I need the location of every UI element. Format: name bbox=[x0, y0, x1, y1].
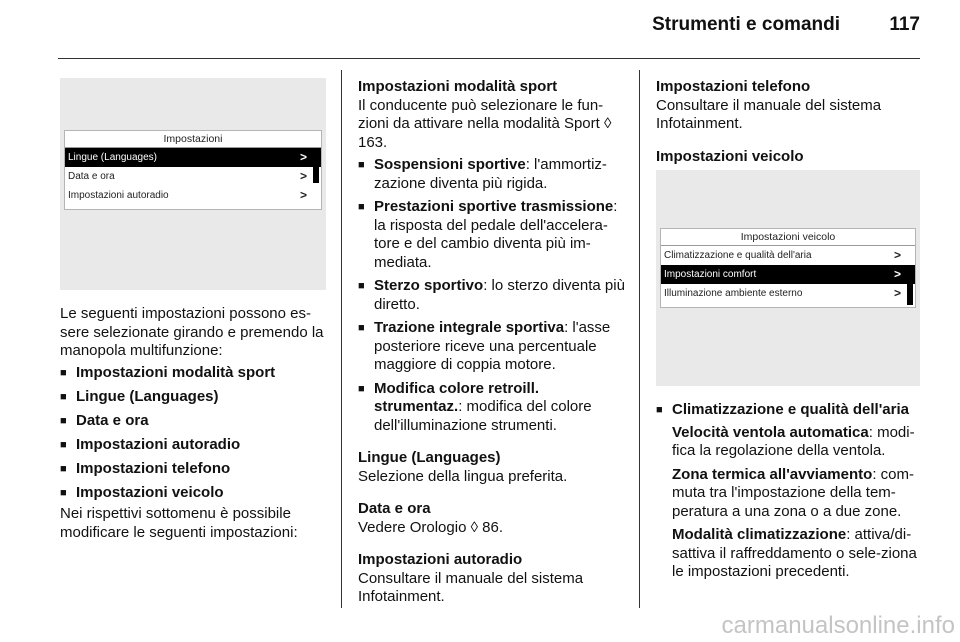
item-term: Sterzo sportivo bbox=[374, 277, 484, 294]
menu-item-label: Data e ora bbox=[68, 171, 115, 182]
column-2 bbox=[358, 78, 628, 607]
item-text: : l'asse posteriore riceve una percentuale maggiore di coppia motore. bbox=[374, 319, 611, 373]
phone-paragraph: Consultare il manuale del sistema Infotainment. bbox=[656, 96, 882, 132]
column-3-top bbox=[656, 78, 922, 166]
item-text: : com-muta tra l'impostazione della tem-peratura a una zona o a due zone. bbox=[672, 465, 914, 520]
menu-item-date-time bbox=[65, 167, 321, 186]
languages-paragraph: Selezione della lingua preferita. bbox=[358, 467, 568, 485]
item-text: : modifica del colore dell'illuminazione strumenti. bbox=[374, 398, 592, 434]
item-text: : modi-fica la regolazione della ventola. bbox=[672, 423, 915, 459]
chevron-right-icon: > bbox=[299, 188, 307, 202]
item-term: Modalità climatizzazione bbox=[672, 526, 847, 543]
item-term: Zona termica all'avviamento bbox=[672, 465, 873, 483]
item-term: Prestazioni sportive trasmissione bbox=[374, 198, 614, 215]
item-text: : l'ammortiz-zazione diventa più rigida. bbox=[374, 156, 607, 192]
date-time-paragraph: Vedere Orologio ◊ 86. bbox=[358, 518, 504, 536]
settings-screen-figure bbox=[60, 78, 326, 290]
list-item bbox=[358, 156, 628, 193]
list-item: ■ Impostazioni autoradio bbox=[60, 436, 332, 455]
section-heading-phone: Impostazioni telefono bbox=[656, 78, 811, 95]
item-text: : attiva/di-sattiva il raffreddamento o sele-ziona le impostazioni precedenti. bbox=[672, 526, 917, 580]
sport-paragraph: Il conducente può selezionare le fun-zioni da attivare nella modalità Sport ◊ 163. bbox=[358, 96, 612, 151]
list-item: ■ Impostazioni modalità sport bbox=[60, 364, 332, 383]
menu-item-label: Impostazioni autoradio bbox=[68, 190, 169, 201]
menu-item-languages bbox=[65, 148, 321, 167]
list-item bbox=[358, 277, 628, 314]
list-item bbox=[358, 198, 628, 272]
menu-item-comfort bbox=[661, 265, 915, 284]
column-divider-1 bbox=[341, 70, 342, 608]
screen-title: Impostazioni bbox=[65, 131, 321, 148]
menu-item-climate bbox=[661, 246, 915, 265]
chevron-right-icon: > bbox=[893, 267, 901, 281]
section-heading-radio: Impostazioni autoradio bbox=[358, 551, 523, 568]
column-3-bottom bbox=[656, 401, 922, 582]
chevron-right-icon: > bbox=[893, 248, 901, 262]
intro-paragraph: Le seguenti impostazioni possono es-sere selezionate girando e premendo la manopola multifunzione: bbox=[60, 305, 324, 359]
list-item: ■ Lingue (Languages) bbox=[60, 388, 332, 407]
item-text: : lo sterzo diventa più diretto. bbox=[374, 277, 625, 313]
menu-item-exterior-lighting bbox=[661, 284, 915, 303]
scrollbar-indicator bbox=[907, 269, 913, 305]
settings-screen bbox=[64, 130, 322, 210]
menu-item-label: Lingue (Languages) bbox=[68, 152, 157, 163]
page-header-title: Strumenti e comandi bbox=[652, 14, 840, 35]
section-heading-date-time: Data e ora bbox=[358, 500, 431, 517]
list-item: ■ Impostazioni telefono bbox=[60, 460, 332, 479]
scrollbar-indicator bbox=[313, 151, 319, 183]
screen-title: Impostazioni veicolo bbox=[661, 229, 915, 246]
menu-item-label: Impostazioni comfort bbox=[664, 269, 757, 280]
outro-paragraph: Nei rispettivi sottomenu è possibile modificare le seguenti impostazioni: bbox=[60, 505, 298, 541]
section-heading-sport: Impostazioni modalità sport bbox=[358, 78, 558, 95]
chevron-right-icon: > bbox=[299, 150, 307, 164]
column-divider-2 bbox=[639, 70, 640, 608]
menu-item-label: Climatizzazione e qualità dell'aria bbox=[664, 250, 812, 261]
sub-item bbox=[672, 424, 922, 461]
item-text: : la risposta del pedale dell'accelera-tore e del cambio diventa più im-mediata. bbox=[374, 198, 618, 271]
list-item: ■ Data e ora bbox=[60, 412, 332, 431]
header-rule bbox=[58, 58, 920, 59]
watermark: carmanualsonline.info bbox=[721, 612, 955, 639]
list-item bbox=[358, 380, 628, 436]
vehicle-settings-screen-figure bbox=[656, 170, 920, 386]
list-item bbox=[358, 319, 628, 375]
chevron-right-icon: > bbox=[893, 286, 901, 300]
item-term: Modifica colore retroill. strumentaz. bbox=[374, 379, 540, 415]
item-term: Velocità ventola automatica bbox=[672, 423, 869, 441]
list-item: ■ Impostazioni veicolo bbox=[60, 484, 332, 503]
menu-item-label: Illuminazione ambiente esterno bbox=[664, 288, 803, 299]
column-1 bbox=[60, 305, 332, 542]
radio-paragraph: Consultare il manuale del sistema Infotainment. bbox=[358, 569, 584, 605]
sub-item bbox=[672, 466, 922, 522]
section-heading-vehicle: Impostazioni veicolo bbox=[656, 147, 804, 165]
item-term: Sospensioni sportive bbox=[374, 156, 526, 173]
list-item: ■ Climatizzazione e qualità dell'aria bbox=[656, 401, 922, 420]
menu-item-radio-settings bbox=[65, 186, 321, 205]
chevron-right-icon: > bbox=[299, 169, 307, 183]
page-number: 117 bbox=[889, 14, 920, 35]
vehicle-settings-screen bbox=[660, 228, 916, 308]
item-term: Trazione integrale sportiva bbox=[374, 319, 565, 336]
sub-item bbox=[672, 526, 922, 582]
section-heading-languages: Lingue (Languages) bbox=[358, 449, 501, 466]
